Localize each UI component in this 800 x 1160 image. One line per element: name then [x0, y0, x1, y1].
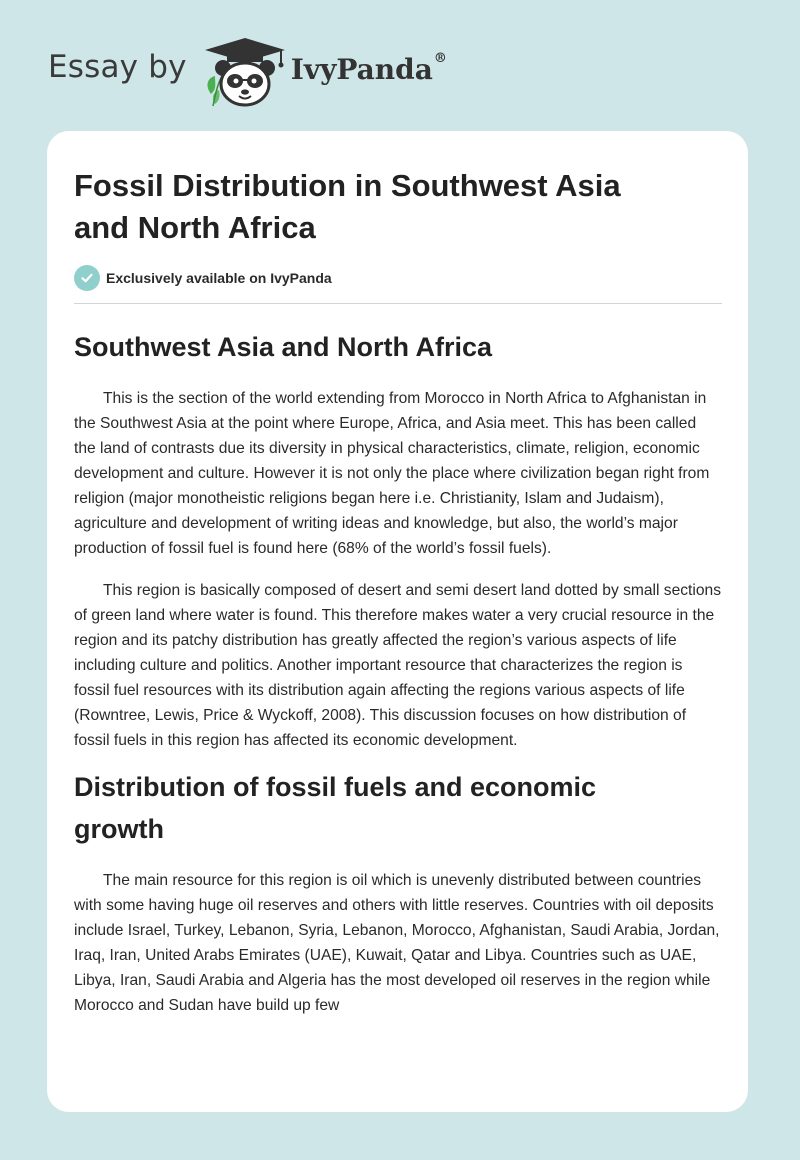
- exclusive-badge-label: Exclusively available on IvyPanda: [106, 270, 332, 286]
- panda-graduate-icon: [201, 34, 289, 108]
- paragraph-3: The main resource for this region is oil which is unevenly distributed between countries with some having huge oil reserves and others with little reserves. Countries with oil deposits include Israel, Turkey, Lebanon, Syria, Lebanon, Morocco, Afghanistan, Saudi Arabia, Jordan, Iraq, Iran, United Arabs Emirates (UAE), Kuwait, Qatar and Libya. Countries such as UAE, Libya, Iran, Saudi Arabia and Algeria has the most developed oil reserves in the region while Morocco and Sudan have build up few: [74, 872, 720, 1014]
- section-heading-2-line-1: Distribution of fossil fuels and economic: [74, 772, 597, 802]
- exclusive-badge: [74, 265, 722, 291]
- essay-title-line-2: and North Africa: [74, 210, 316, 245]
- essay-by-label: Essay by: [48, 49, 187, 85]
- section-heading-1: Southwest Asia and North Africa: [74, 332, 493, 362]
- paragraph-1: This is the section of the world extending from Morocco in North Africa to Afghanistan in the Southwest Asia at the point where Europe, Africa, and Asia meet. This has been called the land of contrasts due its diversity in physical characteristics, climate, religion, economic development and culture. However it is not only the place where civilization began right from religion (major monotheistic religions began here i.e. Christianity, Islam and Judaism), agriculture and development of writing ideas and knowledge, but also, the world’s major production of fossil fuel is found here (68% of the world’s fossil fuels).: [74, 390, 710, 557]
- essay-card: [47, 131, 748, 1112]
- essay-title: [74, 165, 722, 249]
- paragraph-2: This region is basically composed of desert and semi desert land dotted by small sections of green land where water is found. This therefore makes water a very crucial resource in the region and its patchy distribution has greatly affected the region’s various aspects of life including culture and politics. Another important resource that characterizes the region is fossil fuel resources with its distribution again affecting the regions various aspects of life (Rowntree, Lewis, Price & Wyckoff, 2008). This discussion focuses on how distribution of fossil fuels in this region has affected its economic development.: [74, 582, 721, 749]
- brand-name: IvyPanda®: [290, 50, 447, 86]
- check-circle-icon: [74, 265, 100, 291]
- section-heading-2-line-2: growth: [74, 814, 164, 844]
- registered-mark: ®: [433, 50, 447, 66]
- site-header: [48, 34, 447, 108]
- essay-title-line-1: Fossil Distribution in Southwest Asia: [74, 168, 621, 203]
- section-heading-2: [74, 766, 722, 850]
- title-divider: [74, 303, 722, 304]
